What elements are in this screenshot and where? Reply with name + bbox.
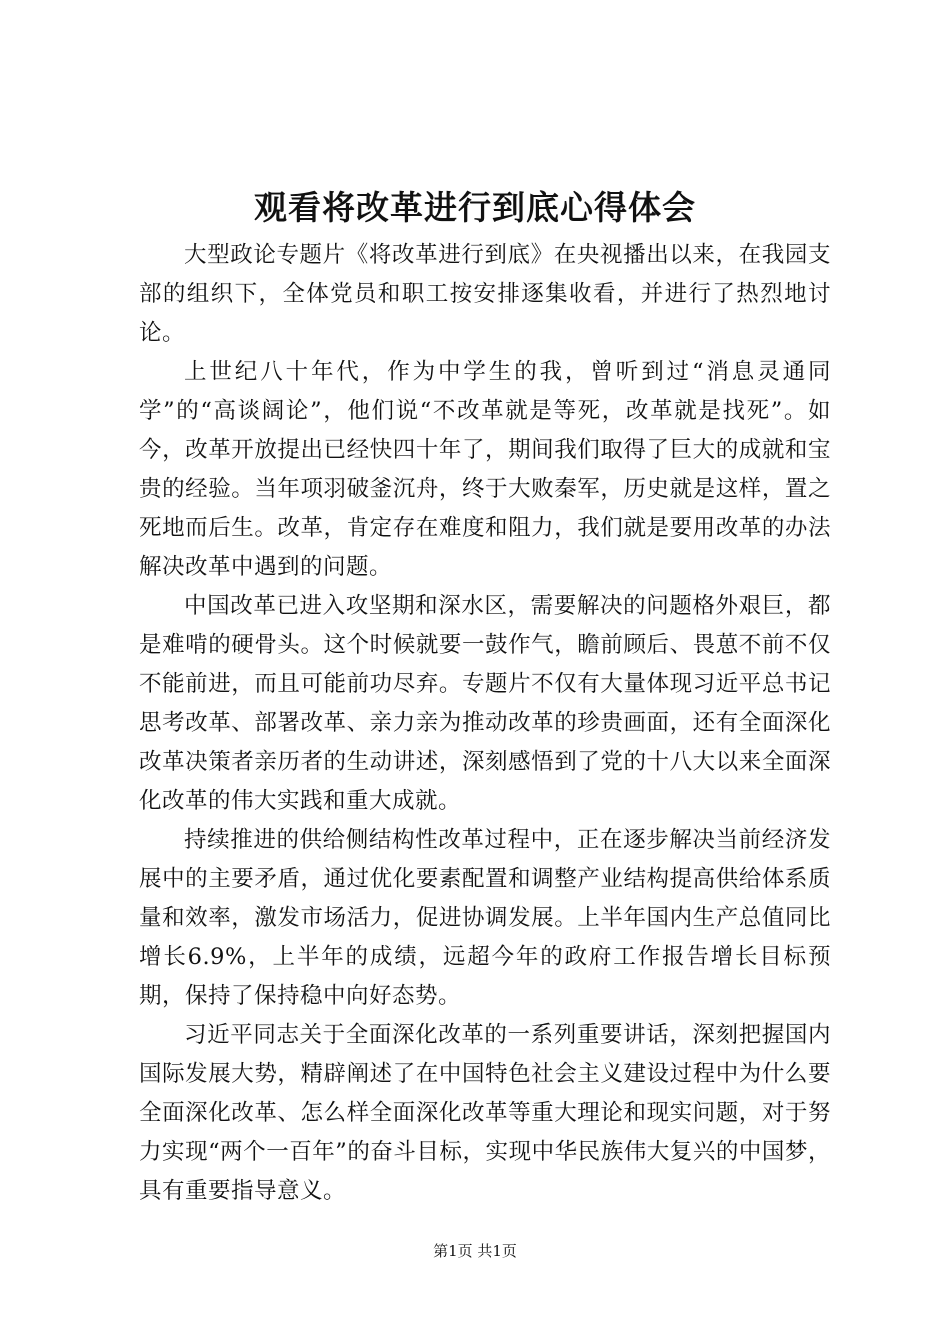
page-number-footer: 第1页 共1页: [433, 1242, 517, 1260]
document-title: 观看将改革进行到底心得体会: [254, 188, 696, 227]
paragraph: 大型政论专题片《将改革进行到底》在央视播出以来，在我园支部的组织下，全体党员和职工按安排逐集收看，并进行了热烈地讨论。: [139, 242, 831, 346]
document-body: [139, 236, 831, 1211]
paragraph: 上世纪八十年代，作为中学生的我，曾听到过“消息灵通同学”的“高谈阔论”，他们说“不改革就是等死，改革就是找死”。如今，改革开放提出已经快四十年了，期间我们取得了巨大的成就和宝贵的经验。当年项羽破釜沉舟，终于大败秦军，历史就是这样，置之死地而后生。改革，肯定存在难度和阻力，我们就是要用改革的办法解决改革中遇到的问题。: [139, 359, 831, 580]
paragraph: 持续推进的供给侧结构性改革过程中，正在逐步解决当前经济发展中的主要矛盾，通过优化要素配置和调整产业结构提高供给体系质量和效率，激发市场活力，促进协调发展。上半年国内生产总值同比增长6.9%，上半年的成绩，远超今年的政府工作报告增长目标预期，保持了保持稳中向好态势。: [139, 827, 831, 1009]
paragraph: 中国改革已进入攻坚期和深水区，需要解决的问题格外艰巨，都是难啃的硬骨头。这个时候就要一鼓作气，瞻前顾后、畏葸不前不仅不能前进，而且可能前功尽弃。专题片不仅有大量体现习近平总书记思考改革、部署改革、亲力亲为推动改革的珍贵画面，还有全面深化改革决策者亲历者的生动讲述，深刻感悟到了党的十八大以来全面深化改革的伟大实践和重大成就。: [139, 593, 831, 814]
paragraph: 习近平同志关于全面深化改革的一系列重要讲话，深刻把握国内国际发展大势，精辟阐述了在中国特色社会主义建设过程中为什么要全面深化改革、怎么样全面深化改革等重大理论和现实问题，对于努力实现“两个一百年”的奋斗目标，实现中华民族伟大复兴的中国梦，具有重要指导意义。: [139, 1022, 831, 1204]
